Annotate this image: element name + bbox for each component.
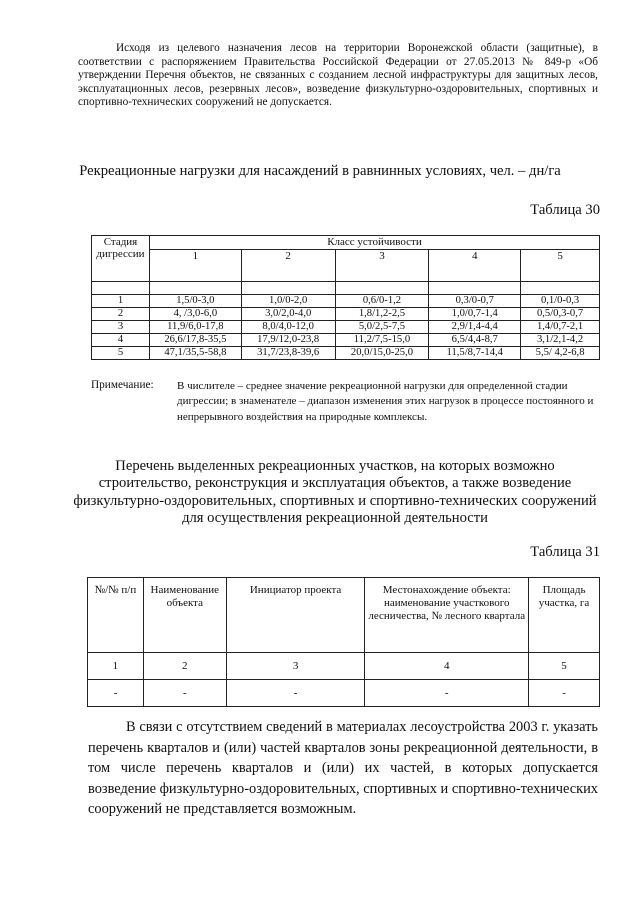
intro-paragraph-text: Исходя из целевого назначения лесов на территории Воронежской области (защитные), в соответствии с распоряжением Правительства Российской Федерации от 27.05.2013 № 849-р «Об утверждении Перечня объектов, не связанных с созданием лесной инфраструктуры для защитных лесов, эксплуатационных лесов, резервных лесов», возведение физкультурно-оздоровительных, спортивных и спортивно-технических сооружений не допускается. (78, 42, 598, 109)
note-text: В числителе – среднее значение рекреационной нагрузки для определенной стадии дигрессии; в знаменателе – диапазон изменения этих нагрузок в процессе постоянного и непрерывного воздействия на природные комплексы. (177, 380, 594, 423)
load-cell: 1,8/1,2-2,5 (335, 308, 429, 321)
stage-cell: 2 (92, 308, 150, 321)
final-paragraph (88, 717, 598, 820)
load-cell: 1,5/0-3,0 (149, 295, 241, 308)
table30-caption: Таблица 30 (530, 202, 600, 218)
stage-cell: 5 (92, 347, 150, 360)
stage-header: Стадия дигрессии (92, 236, 150, 282)
table-row (92, 334, 600, 347)
table-row (92, 308, 600, 321)
note-label: Примечание: (91, 379, 154, 391)
load-cell: 4, /3,0-6,0 (149, 308, 241, 321)
load-cell: 31,7/23,8-39,6 (241, 347, 335, 360)
load-cell: 47,1/35,5-58,8 (149, 347, 241, 360)
table31-heading: Перечень выделенных рекреационных участков, на которых возможно строительство, реконструкция и эксплуатация объектов, а также возведение физкультурно-оздоровительных, спортивных и спортивно-технических сооружений для осуществления рекреационной деятельности (73, 458, 597, 527)
class-number: 2 (241, 250, 335, 282)
table-row (92, 321, 600, 334)
final-paragraph-text: В связи с отсутствием сведений в материалах лесоустройства 2003 г. указать перечень кварталов и (или) частей кварталов зоны рекреационной деятельности, в том числе перечень кварталов и (или) их частей, в которых допускается возведение физкультурно-оздоровительных, спортивных и спортивно-технических сооружений не представляется возможным. (88, 719, 598, 818)
load-cell: 11,9/6,0-17,8 (149, 321, 241, 334)
empty-cell: - (365, 680, 529, 707)
load-cell: 1,0/0-2,0 (241, 295, 335, 308)
column-number: 2 (143, 653, 226, 680)
class-number: 5 (521, 250, 600, 282)
table-row (92, 347, 600, 360)
table31-caption: Таблица 31 (530, 544, 600, 560)
load-cell: 5,0/2,5-7,5 (335, 321, 429, 334)
load-cell: 2,9/1,4-4,4 (429, 321, 521, 334)
load-cell: 11,5/8,7-14,4 (429, 347, 521, 360)
column-number: 3 (226, 653, 365, 680)
class-number: 4 (429, 250, 521, 282)
load-cell: 3,1/2,1-4,2 (521, 334, 600, 347)
empty-cell: - (143, 680, 226, 707)
empty-cell: - (529, 680, 600, 707)
load-cell: 20,0/15,0-25,0 (335, 347, 429, 360)
load-cell: 6,5/4,4-8,7 (429, 334, 521, 347)
stage-cell: 1 (92, 295, 150, 308)
empty-cell: - (88, 680, 144, 707)
recreation-sites-table (87, 577, 600, 707)
recreation-load-table (91, 235, 600, 360)
stage-cell: 3 (92, 321, 150, 334)
load-cell: 1,0/0,7-1,4 (429, 308, 521, 321)
class-header: Класс устойчивости (149, 236, 599, 250)
load-cell: 0,1/0-0,3 (521, 295, 600, 308)
load-cell: 1,4/0,7-2,1 (521, 321, 600, 334)
stage-cell: 4 (92, 334, 150, 347)
class-number: 3 (335, 250, 429, 282)
load-cell: 0,3/0-0,7 (429, 295, 521, 308)
header-location: Местонахождение объекта: наименование участкового лесничества, № лесного квартала (365, 578, 529, 653)
table30-heading: Рекреационные нагрузки для насаждений в равнинных условиях, чел. – дн/га (79, 163, 561, 179)
load-cell: 26,6/17,8-35,5 (149, 334, 241, 347)
load-cell: 3,0/2,0-4,0 (241, 308, 335, 321)
intro-paragraph (78, 42, 598, 110)
empty-cell: - (226, 680, 365, 707)
header-object-name: Наименование объекта (143, 578, 226, 653)
load-cell: 11,2/7,5-15,0 (335, 334, 429, 347)
column-number: 5 (529, 653, 600, 680)
header-area: Площадь участка, га (529, 578, 600, 653)
load-cell: 0,5/0,3-0,7 (521, 308, 600, 321)
load-cell: 17,9/12,0-23,8 (241, 334, 335, 347)
class-number: 1 (149, 250, 241, 282)
load-cell: 5,5/ 4,2-6,8 (521, 347, 600, 360)
column-number: 4 (365, 653, 529, 680)
table-row (92, 295, 600, 308)
table-row (88, 680, 600, 707)
header-initiator: Инициатор проекта (226, 578, 365, 653)
load-cell: 8,0/4,0-12,0 (241, 321, 335, 334)
load-cell: 0,6/0-1,2 (335, 295, 429, 308)
header-number: №/№ п/п (88, 578, 144, 653)
column-number: 1 (88, 653, 144, 680)
